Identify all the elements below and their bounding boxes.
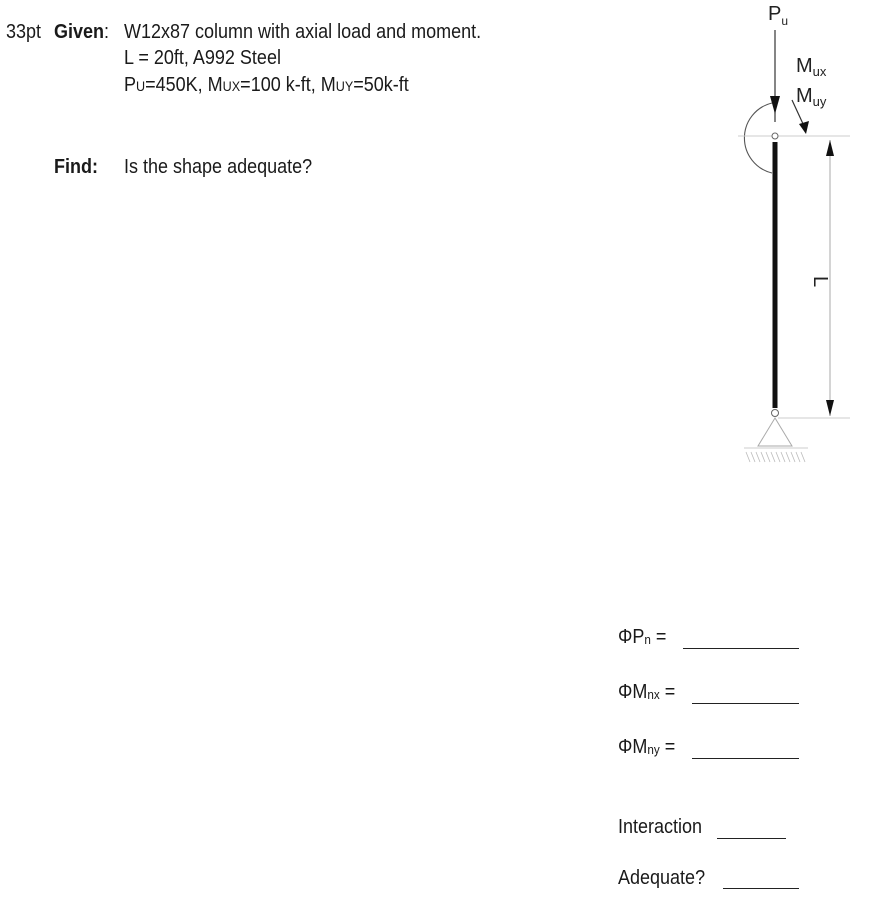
phi-pn-answer-blank[interactable] [683,630,799,649]
pu-symbol: P [124,74,137,96]
muy-value: =50k-ft [353,74,409,96]
phi-mnx-phi: Φ [618,681,633,703]
pin-support [758,418,792,446]
phi-mny-phi: Φ [618,736,633,758]
given-line-2: L = 20ft, A992 Steel [124,47,281,69]
mux-value: =100 k-ft, M [240,74,336,96]
points-value: 33pt [6,21,42,43]
moment-arrowhead [799,121,809,134]
phi-mnx-base: M [632,681,648,703]
length-arrow-bottom [826,400,834,416]
mux-subscript: UX [222,78,241,94]
pu-arrowhead [770,96,780,114]
find-text: Is the shape adequate? [124,156,313,178]
phi-pn-phi: Φ [618,626,633,648]
column-diagram [720,0,860,470]
phi-mnx-sub: nx [647,687,660,702]
given-label [54,20,109,44]
phi-pn-eq: = [650,626,667,648]
given-label-text: Given [54,21,105,43]
top-pin [772,133,778,139]
adequate-label: Adequate? [618,867,706,889]
find-label: Find: [54,156,98,178]
interaction-label: Interaction [618,816,703,838]
given-colon: : [104,21,110,43]
moment-arc [744,103,772,173]
phi-mnx-row [618,680,675,707]
muy-label: $M_{uy}$ [796,85,827,109]
phi-mny-eq: = [659,736,676,758]
length-arrow-top [826,140,834,156]
length-label: L [809,276,831,288]
muy-subscript: UY [335,78,354,94]
phi-mny-answer-blank[interactable] [692,740,799,759]
pu-label: $P_u$ [768,3,789,28]
phi-mny-sub: ny [647,742,660,757]
phi-pn-base: P [632,626,645,648]
interaction-answer-blank[interactable] [717,820,786,839]
points-label [6,20,41,44]
given-line-3 [124,73,409,98]
bottom-pin [772,410,779,417]
given-line-1: W12x87 column with axial load and moment. [124,21,482,43]
phi-mny-row [618,735,675,762]
mux-label: $M_{ux}$ [796,55,827,79]
phi-mnx-eq: = [659,681,676,703]
phi-mnx-answer-blank[interactable] [692,685,799,704]
ground-hatch [744,448,808,462]
pu-subscript: U [136,78,146,94]
phi-mny-base: M [632,736,648,758]
phi-pn-sub: n [644,632,651,647]
phi-pn-row [618,625,666,652]
pu-value: =450K, M [145,74,223,96]
adequate-answer-blank[interactable] [723,870,799,889]
